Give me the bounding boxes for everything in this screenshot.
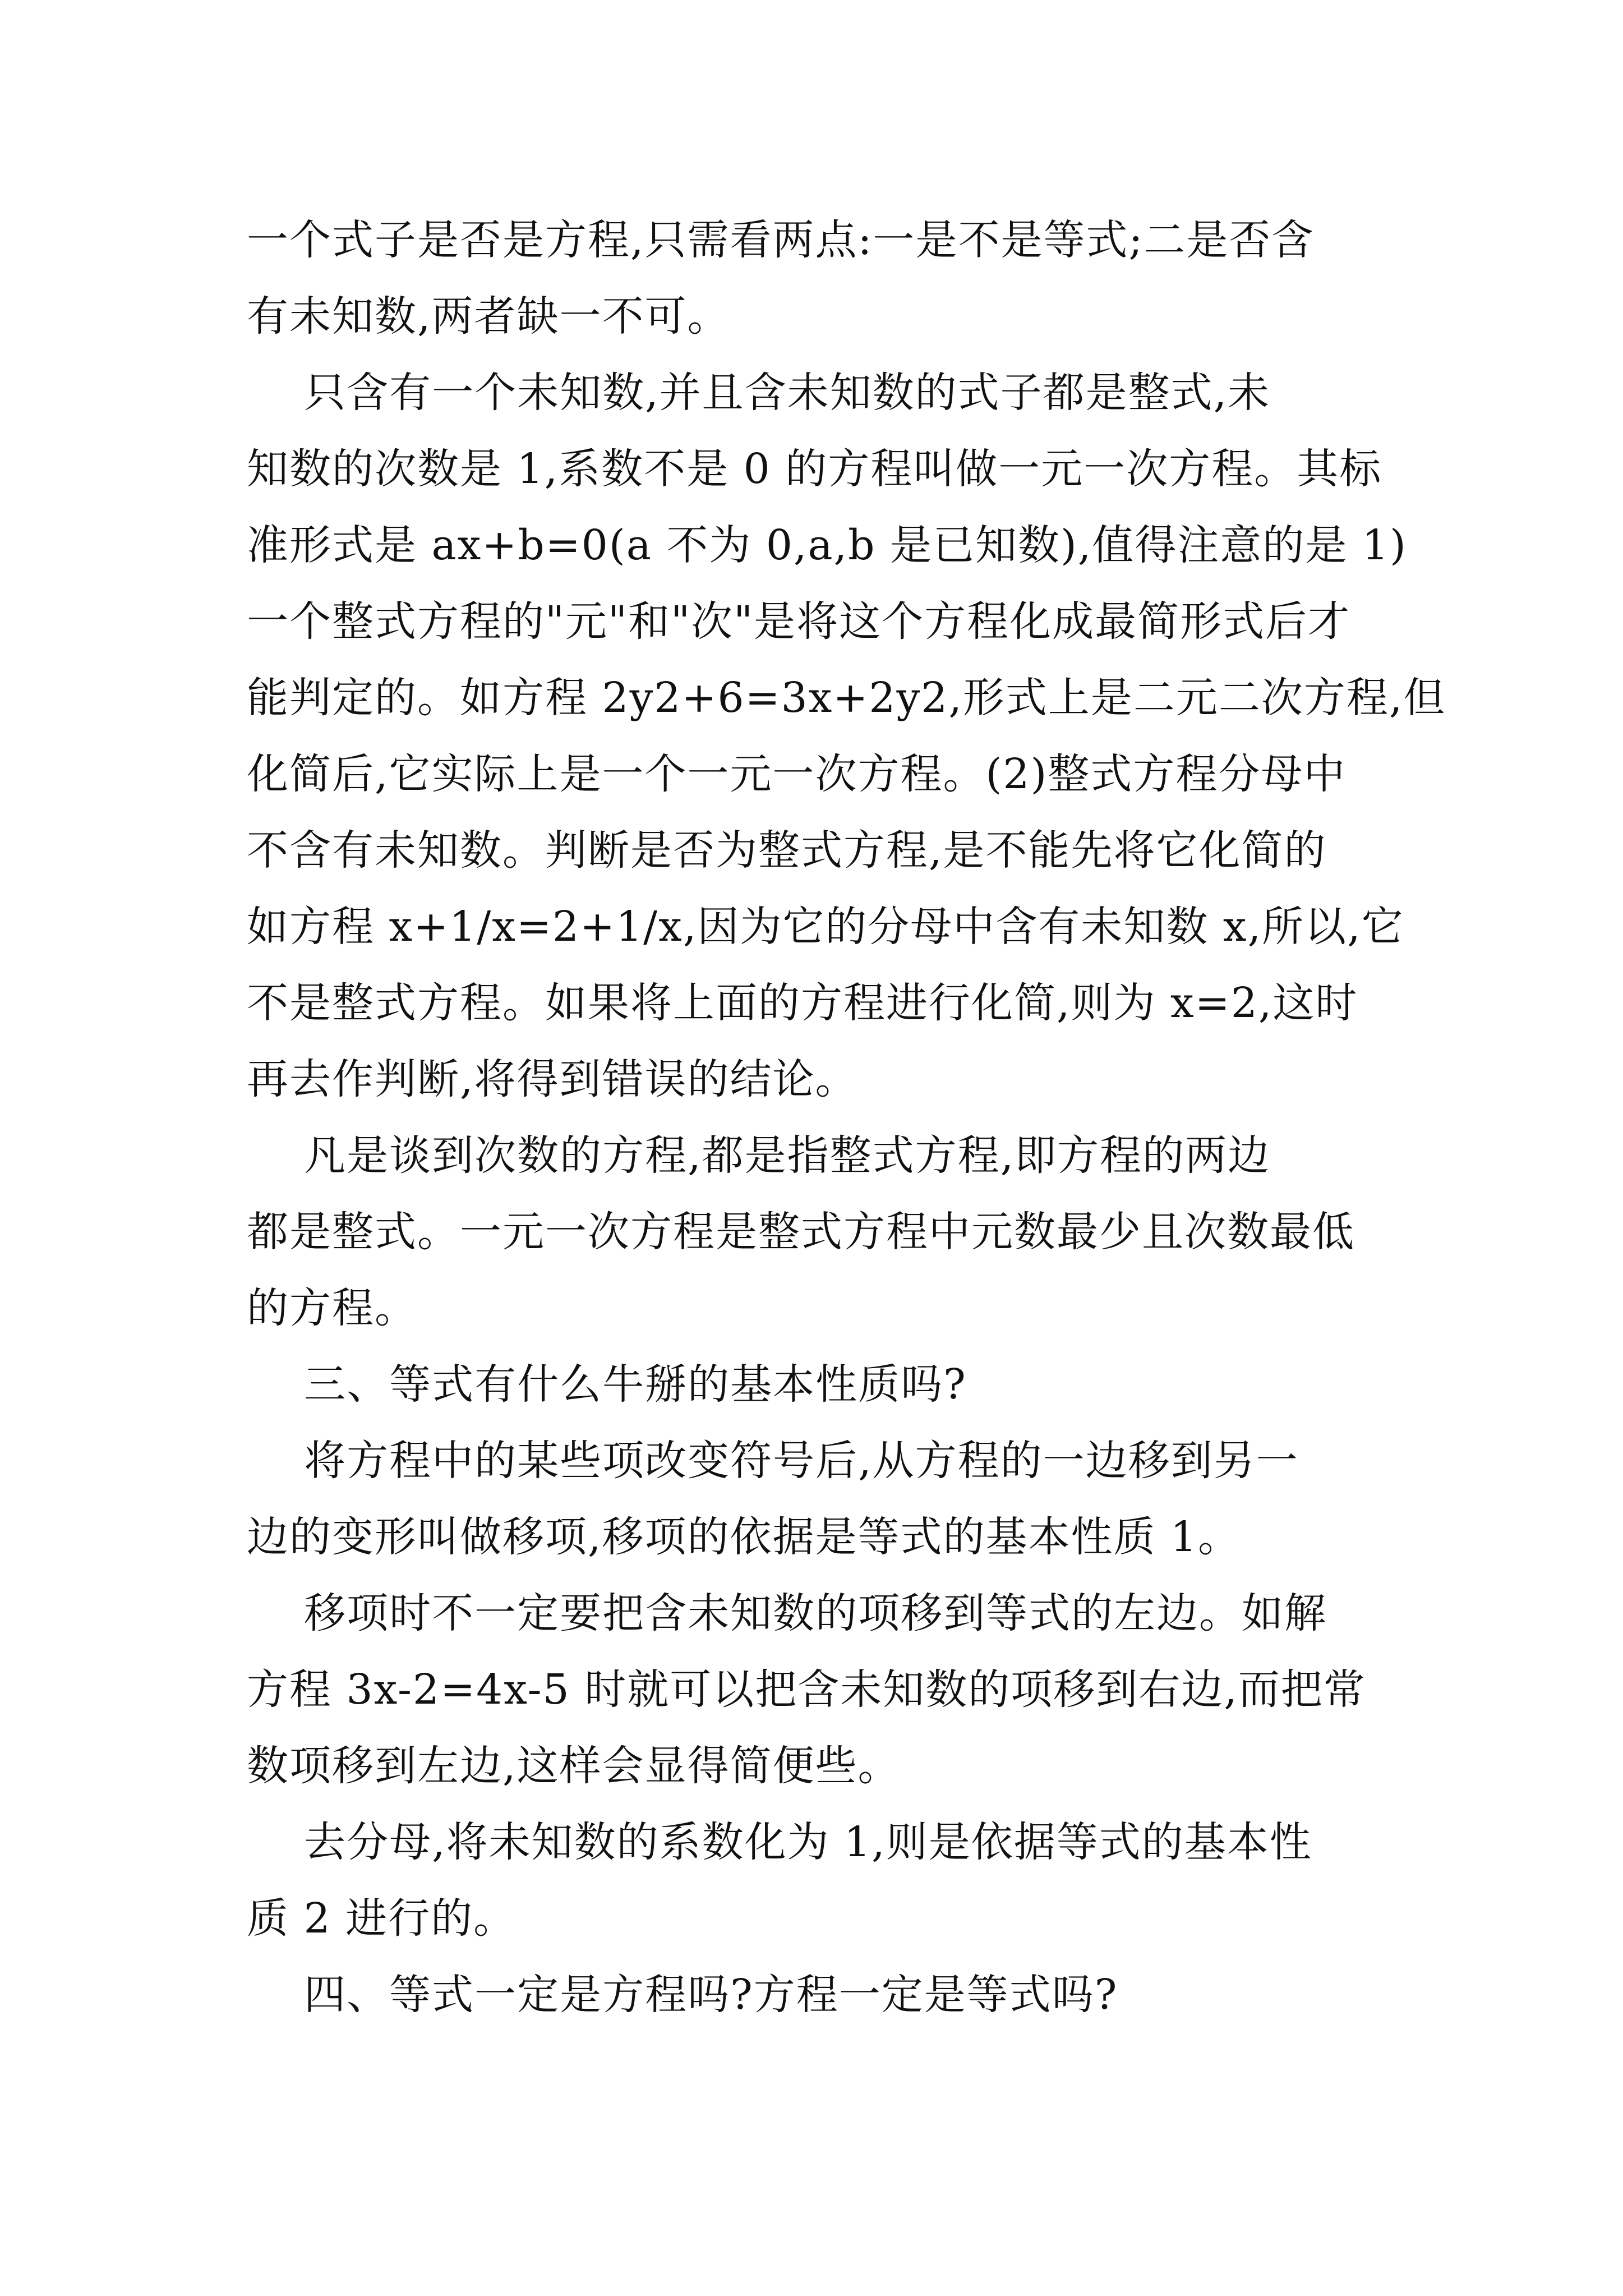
- text-line: 数项移到左边,这样会显得简便些。: [247, 1742, 901, 1790]
- text-line: 不含有未知数。判断是否为整式方程,是不能先将它化简的: [247, 826, 1327, 875]
- text-line: 质 2 进行的。: [247, 1894, 517, 1943]
- text-line: 的方程。: [247, 1284, 417, 1332]
- text-line: 再去作判断,将得到错误的结论。: [247, 1055, 858, 1103]
- text-line: 三、等式有什么牛掰的基本性质吗?: [247, 1360, 967, 1409]
- text-line: 去分母,将未知数的系数化为 1,则是依据等式的基本性: [247, 1818, 1312, 1866]
- text-line: 都是整式。一元一次方程是整式方程中元数最少且次数最低: [247, 1208, 1355, 1256]
- text-line: 化简后,它实际上是一个一元一次方程。(2)整式方程分母中: [247, 750, 1347, 798]
- text-line: 准形式是 ax+b=0(a 不为 0,a,b 是已知数),值得注意的是 1): [247, 521, 1407, 569]
- text-line: 边的变形叫做移项,移项的依据是等式的基本性质 1。: [247, 1513, 1241, 1561]
- text-line: 能判定的。如方程 2y2+6=3x+2y2,形式上是二元二次方程,但: [247, 674, 1446, 722]
- text-line: 移项时不一定要把含未知数的项移到等式的左边。如解: [247, 1589, 1327, 1637]
- paragraph: [247, 1804, 1385, 1957]
- text-line: 有未知数,两者缺一不可。: [247, 292, 730, 341]
- paragraph: [247, 1575, 1385, 1804]
- text-line: 知数的次数是 1,系数不是 0 的方程叫做一元一次方程。其标: [247, 445, 1382, 493]
- text-line: 只含有一个未知数,并且含未知数的式子都是整式,未: [247, 369, 1271, 417]
- section-heading: [247, 1346, 1385, 1423]
- section-heading: [247, 1957, 1385, 2033]
- text-line: 将方程中的某些项改变符号后,从方程的一边移到另一: [247, 1437, 1299, 1485]
- text-line: 不是整式方程。如果将上面的方程进行化简,则为 x=2,这时: [247, 979, 1358, 1027]
- text-line: 四、等式一定是方程吗?方程一定是等式吗?: [247, 1971, 1118, 2019]
- document-body: [247, 202, 1446, 2033]
- text-line: 如方程 x+1/x=2+1/x,因为它的分母中含有未知数 x,所以,它: [247, 903, 1404, 951]
- paragraph: [247, 355, 1446, 1117]
- text-line: 一个式子是否是方程,只需看两点:一是不是等式;二是否含: [247, 216, 1315, 264]
- paragraph: [247, 1423, 1385, 1575]
- paragraph: [247, 202, 1385, 355]
- text-line: 凡是谈到次数的方程,都是指整式方程,即方程的两边: [247, 1131, 1271, 1180]
- text-line: 方程 3x-2=4x-5 时就可以把含未知数的项移到右边,而把常: [247, 1665, 1366, 1714]
- paragraph: [247, 1117, 1385, 1346]
- text-line: 一个整式方程的"元"和"次"是将这个方程化成最简形式后才: [247, 597, 1351, 646]
